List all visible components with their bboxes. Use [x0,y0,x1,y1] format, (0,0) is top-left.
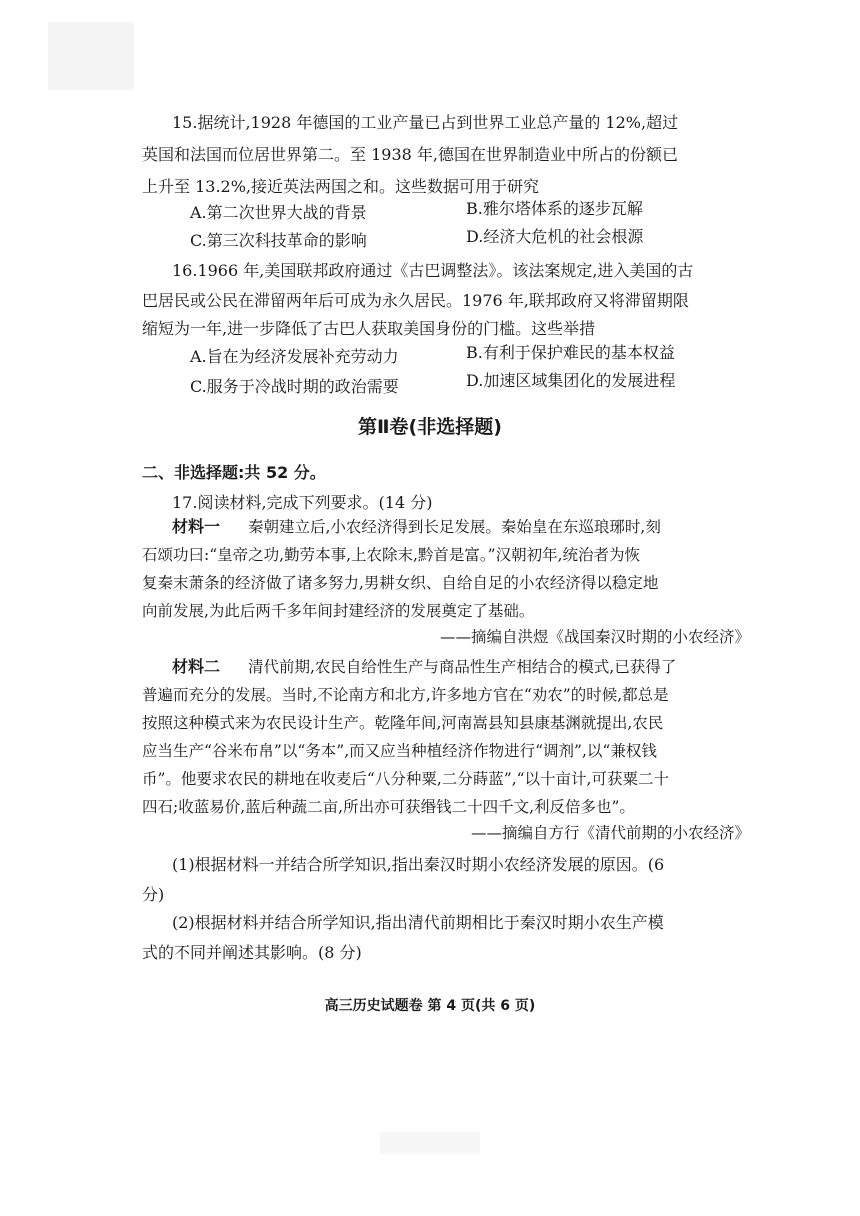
page-footer: 高三历史试题卷 第 4 页(共 6 页) [324,998,536,1014]
q17-sub-2-line-1: (2)根据材料并结合所学知识,指出清代前期相比于秦汉时期小农生产模 [172,913,664,932]
q17-sub-1-line-1: (1)根据材料一并结合所学知识,指出秦汉时期小农经济发展的原因。(6 [172,855,665,874]
q15-line-2: 英国和法国而位居世界第二。至 1938 年,德国在世界制造业中所占的份额已 [142,145,678,164]
material-2-source: ——摘编自方行《清代前期的小农经济》 [470,824,750,842]
material-1-line-4: 向前发展,为此后两千多年间封建经济的发展奠定了基础。 [142,602,535,620]
material-1-label: 材料一 [172,517,221,536]
q16-line-1: 16.1966 年,美国联邦政府通过《古巴调整法》。该法案规定,进入美国的古 [172,261,694,280]
q15-line-3: 上升至 13.2%,接近英法两国之和。这些数据可用于研究 [142,177,540,196]
q15-line-1: 15.据统计,1928 年德国的工业产量已占到世界工业总产量的 12%,超过 [172,113,679,132]
section-2-heading: 二、非选择题:共 52 分。 [142,463,326,482]
material-2-line-2: 普遍而充分的发展。当时,不论南方和北方,许多地方官在“劝农”的时候,都总是 [142,686,669,704]
material-2-line-3: 按照这种模式来为农民设计生产。乾隆年间,河南嵩县知县康基渊就提出,农民 [142,714,664,732]
material-2-line-1: 清代前期,农民自给性生产与商品性生产相结合的模式,已获得了 [248,658,677,676]
q16-line-2: 巴居民或公民在滞留两年后可成为永久居民。1976 年,联邦政府又将滞留期限 [142,291,689,310]
material-1-line-3: 复秦末萧条的经济做了诸多努力,男耕女织、自给自足的小农经济得以稳定地 [142,574,659,592]
q15-option-d: D.经济大危机的社会根源 [466,227,644,246]
q16-option-a: A.旨在为经济发展补充劳动力 [190,347,399,366]
material-2-label: 材料二 [172,657,221,676]
q17-sub-1-line-2: 分) [142,885,165,904]
q16-option-d: D.加速区域集团化的发展进程 [466,371,676,390]
q16-option-c: C.服务于冷战时期的政治需要 [190,377,399,396]
material-2-line-6: 四石;收蓝易价,蓝后种蔬二亩,所出亦可获缗钱二十四千文,利反倍多也”。 [142,798,635,816]
q17-sub-2-line-2: 式的不同并阐述其影响。(8 分) [142,943,362,962]
q16-line-3: 缩短为一年,进一步降低了古巴人获取美国身份的门槛。这些举措 [142,319,596,338]
q16-option-b: B.有利于保护难民的基本权益 [466,343,675,362]
material-1-line-1: 秦朝建立后,小农经济得到长足发展。秦始皇在东巡琅琊时,刻 [248,518,661,536]
q15-option-b: B.雅尔塔体系的逐步瓦解 [466,199,643,218]
section-2-title: 第Ⅱ卷(非选择题) [358,416,502,438]
material-2-line-5: 币”。他要求农民的耕地在收麦后“八分种粟,二分蒔蓝”,“以十亩计,可获粟二十 [142,770,669,788]
q17-prompt: 17.阅读材料,完成下列要求。(14 分) [172,493,433,512]
material-2-line-4: 应当生产“谷米布帛”以“务本”,而又应当种植经济作物进行“调剂”,以“兼权钱 [142,742,657,760]
q15-option-c: C.第三次科技革命的影响 [190,231,367,250]
q15-option-a: A.第二次世界大战的背景 [190,203,367,222]
material-1-source: ——摘编自洪煜《战国秦汉时期的小农经济》 [439,628,750,646]
material-1-line-2: 石颂功曰:“皇帝之功,勤劳本事,上农除末,黔首是富。”汉朝初年,统治者为恢 [142,546,641,564]
